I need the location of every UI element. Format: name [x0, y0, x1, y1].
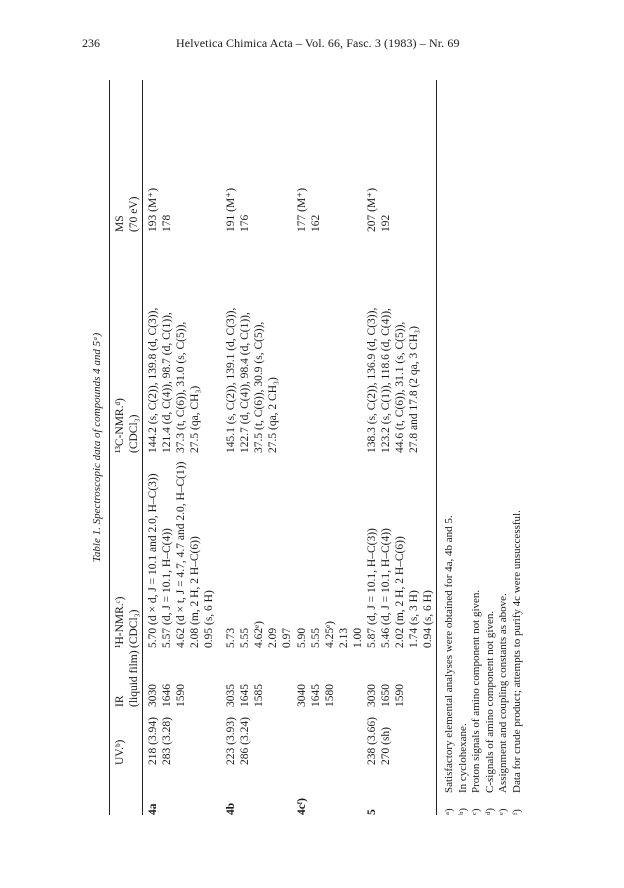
hnmr-cell: 5.73 5.55 4.62ᵉ) 2.09 0.97 — [225, 621, 293, 648]
ms-cell: 207 (M⁺) 192 — [366, 187, 392, 232]
footnote: ᶠ)Data for crude product; attempts to purify 4c were unsuccessful. — [510, 510, 523, 815]
running-head: Helvetica Chimica Acta – Vol. 66, Fasc. 3 (1983) – Nr. 69 — [176, 36, 460, 50]
ir-cell: 3030 1650 1590 — [366, 684, 406, 707]
uv-header: UV.ᵇ) — [114, 739, 126, 765]
header-rule — [142, 80, 143, 815]
hnmr-cell: 5.70 (d × d, J = 10.1 and 2.0, H–C(3)) 5.57 (d, J = 10.1, H–C(4)) 4.62 (d × t, J = 4.7, 4.7 and 2.0, H–C(1)) 2.08 (m, 2 H, 2 H–C(6)) 0.95 (s, 6 H) — [147, 461, 215, 648]
compound-label: 4cᶠ) — [296, 798, 308, 815]
footnote: ᵈ)C-signals of amino component not given. — [483, 610, 496, 815]
rotated-table — [91, 80, 536, 815]
table-caption: Table 1. Spectroscopic data of compounds 4 and 5ᵃ) — [91, 332, 103, 563]
footnotes — [443, 510, 524, 815]
compound-label: 4a — [147, 803, 159, 815]
hnmr-cell: 5.87 (d, J = 10.1, H–C(3)) 5.46 (d, J = 10.1, H–C(4)) 2.02 (m, 2 H, 2 H–C(6)) 1.74 (s, 3 H) 0.94 (s, 6 H) — [366, 528, 434, 648]
bottom-rule — [436, 80, 437, 815]
page-number: 236 — [82, 36, 100, 50]
uv-cell: 238 (3.66) 270 (sh) — [366, 717, 392, 765]
ms-cell: 177 (M⁺) 162 — [296, 187, 322, 232]
footnote: ᵇ)In cyclohexane. — [456, 723, 469, 815]
cnmr-cell: 138.3 (s, C(2)), 136.9 (d, C(3)), 123.2 (s, C(1)), 118.6 (d, C(4)), 44.6 (t, C(6)), 31.1 (s, C(5)), 27.8 and 17.8 (2 qa, 3 CH₃) — [366, 307, 420, 453]
uv-cell: 218 (3.94) 283 (3.28) — [147, 717, 173, 765]
cnmr-header: ¹³C-NMR.ᵈ) (CDCl₃) — [114, 398, 140, 453]
cnmr-cell: 144.2 (s, C(2)), 139.8 (d, C(3)), 121.4 (d, C(4)), 98.7 (d, C(1)), 37.3 (t, C(6)), 31.0 (s, C(5)), 27.5 (qa, CH₃) — [147, 307, 201, 453]
ms-cell: 191 (M⁺) 176 — [225, 187, 251, 232]
footnote: ᶜ)Proton signals of amino component not given. — [470, 589, 482, 815]
footnote: ᵉ)Assignment and coupling constants as above. — [497, 593, 509, 815]
cnmr-cell: 145.1 (s, C(2)), 139.1 (d, C(3)), 122.7 (d, C(4)), 98.4 (d, C(1)), 37.5 (t, C(6)), 30.9 (s, C(5)), 27.5 (qa, 2 CH₃) — [225, 307, 279, 453]
uv-cell: 223 (3.93) 286 (3.24) — [225, 717, 251, 765]
ir-cell: 3030 1646 1590 — [147, 684, 187, 707]
ir-cell: 3035 1645 1585 — [225, 684, 265, 707]
ms-cell: 193 (M⁺) 178 — [147, 187, 173, 232]
top-rule — [109, 80, 110, 815]
footnote: ᵃ)Satisfactory elemental analyses were obtained for 4a, 4b and 5. — [443, 515, 455, 815]
compound-label: 4b — [225, 802, 237, 815]
compound-label: 5 — [366, 809, 378, 815]
hnmr-cell: 5.90 5.55 4.25ᵉ) 2.13 1.00 — [296, 621, 364, 648]
ms-header: MS (70 eV) — [114, 196, 140, 232]
hnmr-header: ¹H-NMR.ᶜ) (CDCl₃) — [114, 596, 140, 648]
ir-cell: 3040 1645 1580 — [296, 684, 336, 707]
ir-header: IR (liquid film) — [114, 650, 140, 707]
